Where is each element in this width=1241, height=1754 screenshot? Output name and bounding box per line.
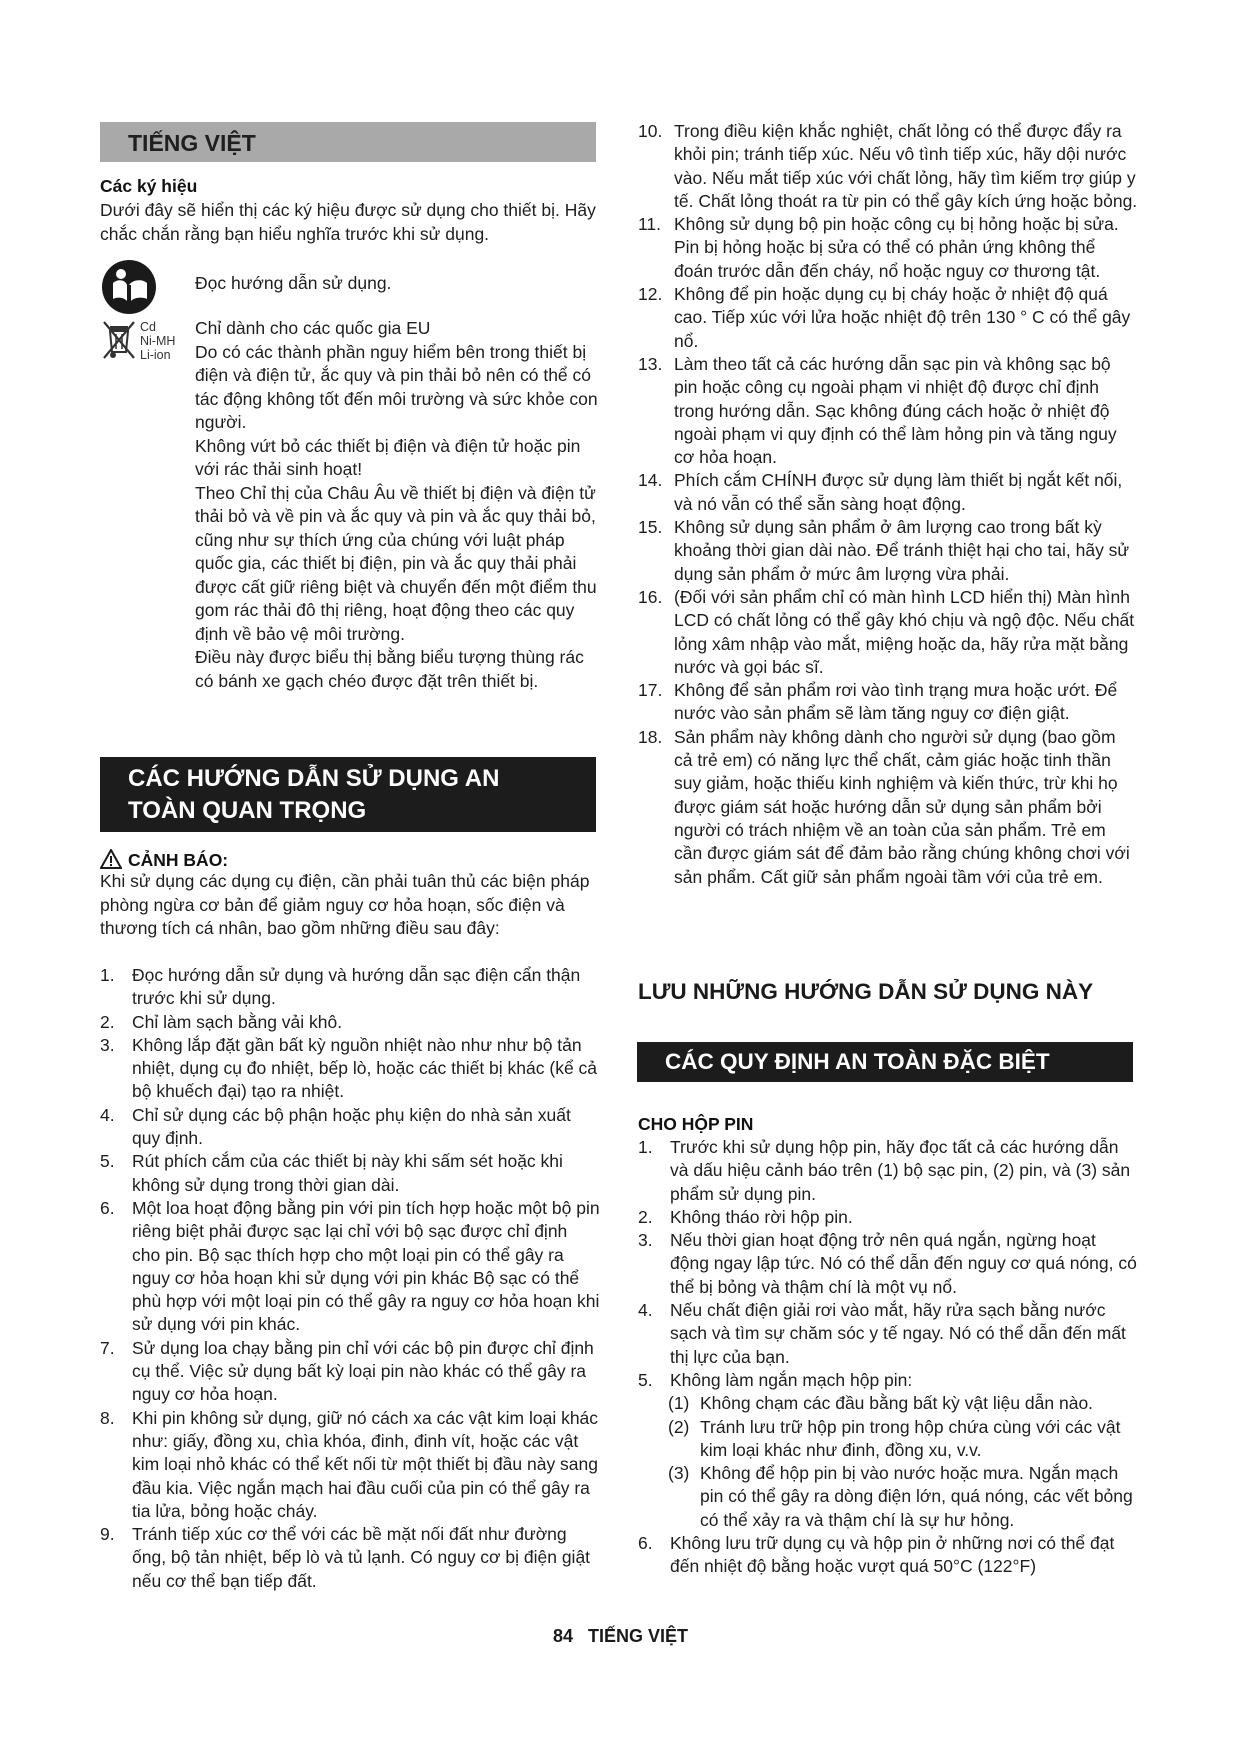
safety-list-item [638, 120, 1138, 213]
safety-list-item [100, 1150, 600, 1197]
safety-list-left [100, 964, 600, 1593]
list-item-text: Không để hộp pin bị vào nước hoặc mưa. Ngắn mạch pin có thể gây ra dòng điện lớn, quá nóng, các vết bỏng có thể xảy ra và thậm chí là sự hư hỏng. [700, 1463, 1133, 1530]
language-header-bar [100, 122, 596, 162]
warning-triangle-icon [100, 849, 122, 869]
eu-paragraph-1: Do có các thành phần nguy hiểm bên trong thiết bị điện và điện tử, ắc quy và pin thải bỏ nên có thể có tác động không tốt đến môi trường và sức khỏe con người. [195, 341, 598, 432]
safety-list-item [100, 1523, 600, 1593]
safety-list-item [638, 516, 1138, 586]
eu-text-block [195, 317, 600, 693]
eu-paragraph-4: Điều này được biểu thị bằng biểu tượng thùng rác có bánh xe gạch chéo được đặt trên thiết bị. [195, 647, 584, 691]
special-list-item [638, 1229, 1138, 1299]
list-item-text: Nếu chất điện giải rơi vào mắt, hãy rửa sạch bằng nước sạch và tìm sự chăm sóc y tế ngay. Nó có thể dẫn đến mất thị lực của bạn. [670, 1300, 1126, 1367]
list-item-text: Không lưu trữ dụng cụ và hộp pin ở những nơi có thể đạt đến nhiệt độ bằng hoặc vượt quá 50°C (122°F) [670, 1533, 1115, 1577]
page-number: 84 [552, 1626, 573, 1646]
eu-paragraph-2: Không vứt bỏ các thiết bị điện và điện tử hoặc pin với rác thải sinh hoạt! [195, 435, 581, 479]
list-item-text: Tránh tiếp xúc cơ thể với các bề mặt nối đất như đường ống, bộ tản nhiệt, bếp lò và tủ lạnh. Có nguy cơ bị điện giật nếu cơ thể bạn tiếp đất. [132, 1524, 591, 1591]
special-list [638, 1136, 1138, 1579]
list-item-number: 3. [100, 1034, 115, 1055]
list-item-text: Không tháo rời hộp pin. [670, 1206, 853, 1227]
special-list-item [638, 1206, 1138, 1229]
list-item-number: 10. [638, 121, 663, 141]
list-item-number: (3) [668, 1463, 690, 1484]
list-item-number: 11. [638, 214, 662, 235]
list-item-text: Trong điều kiện khắc nghiệt, chất lỏng có thể được đẩy ra khỏi pin; tránh tiếp xúc. Nếu vô tình tiếp xúc, hãy dội nước vào. Nếu mắt tiếp xúc với chất lỏng, hãy tìm kiếm trợ giúp y tế. Chất lỏng thoát ra từ pin có thể gây kích ứng hoặc bỏng. [674, 121, 1138, 211]
list-item-number: 6. [638, 1533, 653, 1554]
warning-label-row [100, 849, 228, 871]
warning-text: Khi sử dụng các dụng cụ điện, cần phải tuân thủ các biện pháp phòng ngừa cơ bản để giảm nguy cơ hỏa hoạn, sốc điện và thương tích cá nhân, bao gồm những điều sau đây: [100, 871, 590, 938]
list-item-number: (2) [668, 1416, 690, 1437]
list-item-number: 7. [100, 1337, 115, 1358]
bin-label-nimh: Ni-MH [140, 334, 176, 348]
list-item-number: 5. [100, 1151, 115, 1172]
list-item-number: 15. [638, 517, 663, 538]
battery-type-labels [140, 320, 175, 362]
list-item-text: Nếu thời gian hoạt động trở nên quá ngắn, ngừng hoạt động ngay lập tức. Nó có thể dẫn đến nguy cơ quá nóng, có thể bị bỏng và thậm chí là một vụ nổ. [670, 1230, 1137, 1297]
safety-list-item [638, 213, 1138, 283]
list-item-number: 13. [638, 353, 663, 374]
special-list-item [638, 1136, 1138, 1206]
special-sub-item [668, 1392, 1138, 1415]
list-item-text: Trước khi sử dụng hộp pin, hãy đọc tất cả các hướng dẫn và dấu hiệu cảnh báo trên (1) bộ sạc pin, (2) pin, và (3) sản phẩm sử dụng pin. [670, 1137, 1131, 1204]
safety-list-item [638, 469, 1138, 516]
safety-list-item [100, 964, 600, 1011]
list-item-number: 18. [638, 726, 663, 747]
language-header-title: TIẾNG VIỆT [128, 130, 256, 156]
list-item-text: Sản phẩm này không dành cho người sử dụng (bao gồm cả trẻ em) có năng lực thể chất, cảm giác hoặc tinh thần suy giảm, hoặc thiếu kinh nghiệm và kiến thức, trừ khi họ được giám sát hoặc hướng dẫn sử dụng sản phẩm bởi người có trách nhiệm về an toàn của sản phẩm. Trẻ em cần được giám sát để đảm bảo rằng chúng không chơi với sản phẩm. Cất giữ sản phẩm ngoài tầm với của trẻ em. [674, 726, 1130, 887]
list-item-text: Sử dụng loa chạy bằng pin chỉ với các bộ pin được chỉ định cụ thể. Việc sử dụng bất kỳ loại pin nào khác có thể gây ra nguy cơ hỏa hoạn. [132, 1337, 594, 1405]
list-item-number: 1. [638, 1137, 653, 1157]
list-item-text: Không chạm các đầu bằng bất kỳ vật liệu dẫn nào. [700, 1393, 1094, 1414]
page-footer [0, 1626, 1241, 1647]
list-item-text: Một loa hoạt động bằng pin với pin tích hợp hoặc một bộ pin riêng biệt phải được sạc lại chỉ với bộ sạc được chỉ định cho pin. Bộ sạc thích hợp cho một loại pin có thể gây ra nguy cơ hỏa hoạn khi sử dụng với pin khác Bộ sạc có thể phù hợp với một loại pin có thể gây ra nguy cơ hỏa hoạn khi sử dụng với pin khác. [132, 1197, 600, 1335]
list-item-number: 4. [638, 1300, 653, 1321]
list-item-number: 2. [100, 1011, 115, 1032]
list-item-text: Chỉ làm sạch bằng vải khô. [132, 1011, 343, 1032]
safety-list-item [638, 283, 1138, 353]
list-item-text: Không để pin hoặc dụng cụ bị cháy hoặc ở nhiệt độ quá cao. Tiếp xúc với lửa hoặc nhiệt độ trên 130 ° C có thể gây nổ. [674, 284, 1131, 351]
bin-label-cd: Cd [140, 320, 156, 334]
list-item-number: (1) [668, 1393, 690, 1414]
safety-list-item [100, 1337, 600, 1407]
special-sub-item [668, 1416, 1138, 1463]
save-instructions-heading: LƯU NHỮNG HƯỚNG DẪN SỬ DỤNG NÀY [638, 979, 1094, 1004]
safety-list-item [638, 353, 1138, 469]
special-list-item [638, 1532, 1138, 1579]
list-item-text: Phích cắm CHÍNH được sử dụng làm thiết bị ngắt kết nối, và nó vẫn có thể sẵn sàng hoạt động. [674, 470, 1123, 514]
safety-list-item [100, 1011, 600, 1034]
symbols-heading: Các ký hiệu [100, 176, 198, 196]
list-item-text: Tránh lưu trữ hộp pin trong hộp chứa cùng với các vật kim loại khác như đinh, đồng xu, v.v. [700, 1416, 1121, 1460]
list-item-text: (Đối với sản phẩm chỉ có màn hình LCD hiển thị) Màn hình LCD có chất lỏng có thể gây khó chịu và ngộ độc. Nếu chất lỏng xâm nhập vào mắt, miệng hoặc da, hãy rửa mặt bằng nước và gọi bác sĩ. [674, 586, 1135, 677]
safety-list-right [638, 120, 1138, 889]
list-item-text: Không sử dụng sản phẩm ở âm lượng cao trong bất kỳ khoảng thời gian dài nào. Để tránh thiệt hại cho tai, hãy sử dụng sản phẩm ở mức âm lượng vừa phải. [674, 517, 1130, 584]
list-item-number: 3. [638, 1230, 653, 1251]
list-item-number: 9. [100, 1524, 115, 1545]
list-item-text: Chỉ sử dụng các bộ phận hoặc phụ kiện do nhà sản xuất quy định. [132, 1104, 571, 1149]
crossed-bin-icon [100, 318, 140, 360]
list-item-number: 17. [638, 680, 663, 701]
list-item-number: 1. [100, 965, 115, 985]
list-item-number: 16. [638, 586, 663, 607]
list-item-number: 5. [638, 1369, 653, 1390]
bin-label-liion: Li-ion [140, 348, 171, 362]
eu-paragraph-3: Theo Chỉ thị của Châu Âu về thiết bị điện và điện tử thải bỏ và về pin và ắc quy và pin và ắc quy thải bỏ, cũng như sự thích ứng của chúng với luật pháp quốc gia, các thiết bị điện, pin và ắc quy thải phải được cất giữ riêng biệt và chuyển đến một điểm thu gom rác thải đô thị riêng, hoạt động theo các quy định về bảo vệ môi trường. [195, 482, 597, 644]
special-heading-bar [637, 1042, 1133, 1082]
list-item-text: Không để sản phẩm rơi vào tình trạng mưa hoặc ướt. Để nước vào sản phẩm sẽ làm tăng nguy cơ điện giật. [674, 680, 1118, 724]
safety-list-item [100, 1407, 600, 1523]
list-item-text: Không làm ngắn mạch hộp pin: [670, 1369, 913, 1390]
list-item-number: 6. [100, 1197, 115, 1218]
list-item-text: Rút phích cắm của các thiết bị này khi sấm sét hoặc khi không sử dụng trong thời gian dài. [132, 1151, 563, 1195]
battery-pack-subheading: CHO HỘP PIN [638, 1114, 754, 1134]
list-item-text: Khi pin không sử dụng, giữ nó cách xa các vật kim loại khác như: giấy, đồng xu, chìa khóa, đinh, đinh vít, hoặc các vật kim loại nhỏ khác có thể kết nối từ một thiết bị đầu này sang đầu kia. Việc ngắn mạch hai đầu cuối của pin có thể gây ra tia lửa, bỏng hoặc cháy. [132, 1407, 599, 1521]
safety-list-item [638, 586, 1138, 679]
safety-list-item [638, 679, 1138, 726]
footer-label: TIẾNG VIỆT [588, 1626, 689, 1646]
safety-heading-line2: TOÀN QUAN TRỌNG [128, 797, 367, 824]
safety-list-item [100, 1197, 600, 1337]
list-item-text: Làm theo tất cả các hướng dẫn sạc pin và không sạc bộ pin hoặc công cụ ngoài phạm vi nhiệt độ được chỉ định trong hướng dẫn. Sạc không đúng cách hoặc ở nhiệt độ ngoài phạm vi quy định có thể làm hỏng pin và tăng nguy cơ hỏa hoạn. [674, 353, 1117, 468]
list-item-text: Không lắp đặt gần bất kỳ nguồn nhiệt nào như như bộ tản nhiệt, dụng cụ đo nhiệt, bếp lò, hoặc các thiết bị khác (kể cả bộ khuếch đại) tạo ra nhiệt. [132, 1034, 598, 1102]
special-list-item [638, 1299, 1138, 1369]
read-manual-icon [101, 259, 157, 315]
list-item-text: Không sử dụng bộ pin hoặc công cụ bị hỏng hoặc bị sửa. Pin bị hỏng hoặc bị sửa có thể có phản ứng không thể đoán trước dẫn đến cháy, nổ hoặc nguy cơ thương tật. [674, 214, 1119, 281]
special-sub-item [668, 1462, 1138, 1532]
symbols-intro: Dưới đây sẽ hiển thị các ký hiệu được sử dụng cho thiết bị. Hãy chắc chắn rằng bạn hiểu nghĩa trước khi sử dụng. [100, 200, 596, 244]
list-item-number: 8. [100, 1407, 115, 1428]
safety-heading-bar [100, 757, 596, 832]
list-item-number: 2. [638, 1206, 653, 1227]
list-item-number: 4. [100, 1104, 115, 1125]
special-heading: CÁC QUY ĐỊNH AN TOÀN ĐẶC BIỆT [665, 1049, 1050, 1074]
safety-heading-line1: CÁC HƯỚNG DẪN SỬ DỤNG AN [128, 765, 500, 792]
safety-list-item [638, 726, 1138, 889]
list-item-number: 14. [638, 470, 663, 491]
special-list-item [638, 1369, 1138, 1392]
read-manual-text: Đọc hướng dẫn sử dụng. [195, 273, 392, 293]
safety-list-item [100, 1034, 600, 1104]
warning-label: CẢNH BÁO: [128, 850, 229, 870]
safety-list-item [100, 1104, 600, 1151]
eu-only-line: Chỉ dành cho các quốc gia EU [195, 318, 431, 338]
list-item-number: 12. [638, 284, 663, 305]
list-item-text: Đọc hướng dẫn sử dụng và hướng dẫn sạc điện cẩn thận trước khi sử dụng. [132, 965, 581, 1009]
